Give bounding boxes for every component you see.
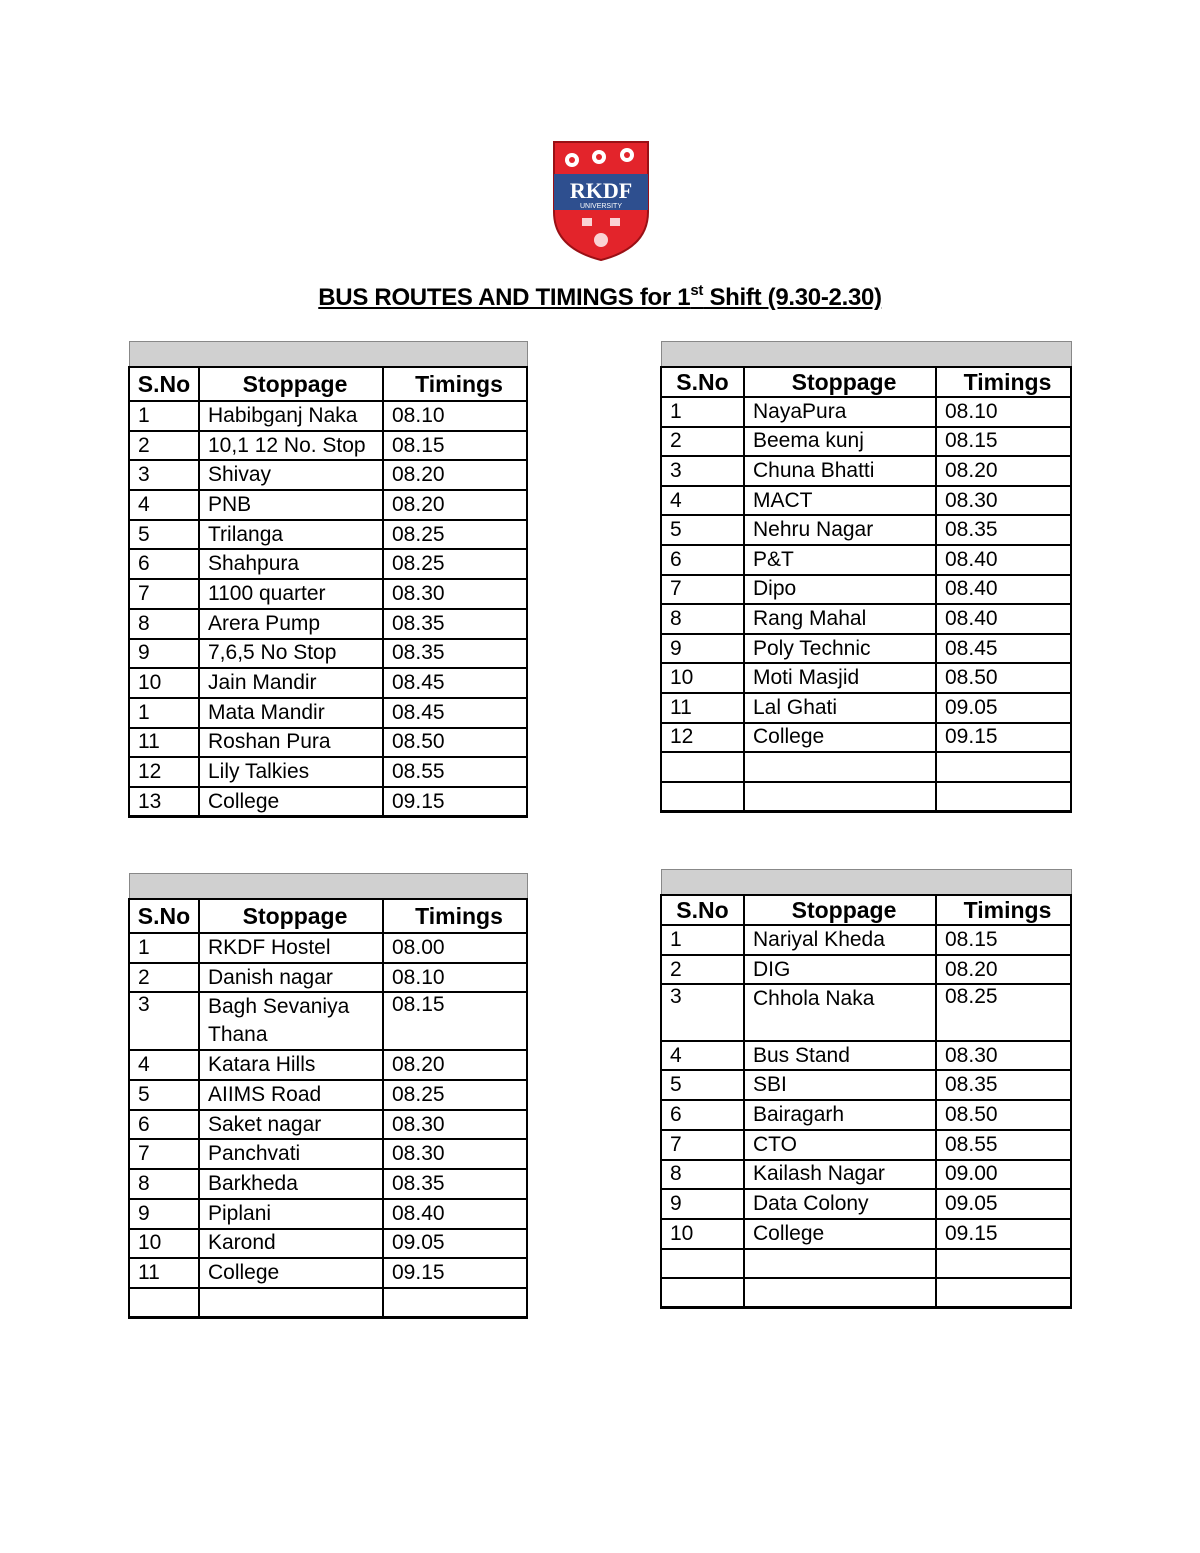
cell-sno: 8: [129, 609, 199, 639]
cell-sno: 2: [661, 427, 744, 457]
cell-timing: 08.20: [936, 456, 1071, 486]
cell-sno: 9: [129, 639, 199, 669]
cell-stoppage: Mata Mandir: [199, 698, 383, 728]
cell-sno: 10: [661, 1219, 744, 1249]
table-row: [129, 1169, 527, 1199]
svg-text:RKDF: RKDF: [569, 178, 633, 203]
cell-timing: 08.40: [383, 1199, 527, 1229]
cell-stoppage: Bagh Sevaniya Thana: [199, 992, 383, 1050]
cell-timing: 09.05: [936, 693, 1071, 723]
cell-stoppage: Poly Technic: [744, 634, 936, 664]
table-row: [661, 515, 1071, 545]
cell-timing: 08.15: [383, 431, 527, 461]
cell-stoppage: College: [199, 1258, 383, 1288]
cell-sno: 9: [129, 1199, 199, 1229]
cell-sno: 6: [129, 1110, 199, 1140]
table-row: [129, 1139, 527, 1169]
cell-sno: 3: [661, 456, 744, 486]
cell-sno: 1: [129, 401, 199, 431]
cell-stoppage: [744, 782, 936, 812]
cell-timing: 08.15: [936, 427, 1071, 457]
cell-sno: 1: [129, 933, 199, 963]
cell-sno: 6: [661, 1100, 744, 1130]
table-row: [661, 1249, 1071, 1279]
header-stoppage: Stoppage: [744, 367, 936, 397]
table-row: [661, 1160, 1071, 1190]
cell-sno: 4: [129, 490, 199, 520]
cell-timing: 08.15: [936, 925, 1071, 955]
header-sno: S.No: [129, 899, 199, 933]
cell-stoppage: 10,1 12 No. Stop: [199, 431, 383, 461]
header-sno: S.No: [661, 367, 744, 397]
cell-stoppage: Jain Mandir: [199, 668, 383, 698]
cell-stoppage: Lily Talkies: [199, 757, 383, 787]
cell-timing: 08.30: [936, 1041, 1071, 1071]
cell-timing: 08.40: [936, 604, 1071, 634]
rkdf-university-logo: [552, 140, 650, 262]
table-row: [129, 639, 527, 669]
cell-timing: 08.40: [936, 575, 1071, 605]
table-row: [129, 431, 527, 461]
table-row: [661, 693, 1071, 723]
cell-sno: 3: [129, 460, 199, 490]
table-row: [129, 963, 527, 993]
table-row: [661, 1130, 1071, 1160]
cell-timing: 08.10: [383, 401, 527, 431]
cell-sno: 2: [129, 963, 199, 993]
header-timings: Timings: [383, 367, 527, 401]
cell-stoppage: Saket nagar: [199, 1110, 383, 1140]
cell-sno: 2: [661, 955, 744, 985]
cell-timing: [936, 752, 1071, 782]
cell-stoppage: [744, 752, 936, 782]
page-title: BUS ROUTES AND TIMINGS for 1st Shift (9.30-2.30): [318, 282, 882, 311]
header-timings: Timings: [936, 367, 1071, 397]
cell-sno: [129, 1288, 199, 1318]
cell-stoppage: College: [744, 723, 936, 753]
table-row: [661, 397, 1071, 427]
cell-timing: 08.40: [936, 545, 1071, 575]
table-row: [661, 1100, 1071, 1130]
cell-stoppage: MACT: [744, 486, 936, 516]
cell-timing: [936, 782, 1071, 812]
cell-timing: 08.30: [383, 579, 527, 609]
cell-sno: 6: [661, 545, 744, 575]
table-row: [661, 456, 1071, 486]
cell-sno: 1: [661, 397, 744, 427]
table-row: [129, 609, 527, 639]
route-table-4: [660, 869, 1072, 1309]
cell-sno: 11: [129, 1258, 199, 1288]
cell-stoppage: 7,6,5 No Stop: [199, 639, 383, 669]
cell-timing: 08.10: [383, 963, 527, 993]
table-row: [129, 757, 527, 787]
cell-sno: 5: [661, 515, 744, 545]
table-row: [129, 549, 527, 579]
cell-sno: [661, 1249, 744, 1279]
table-row: [661, 1189, 1071, 1219]
table-row: [129, 668, 527, 698]
header-timings: Timings: [383, 899, 527, 933]
cell-stoppage: Trilanga: [199, 520, 383, 550]
cell-stoppage: College: [199, 787, 383, 817]
cell-stoppage: Rang Mahal: [744, 604, 936, 634]
cell-timing: 08.50: [936, 663, 1071, 693]
cell-stoppage: Chhola Naka: [744, 984, 936, 1040]
cell-stoppage: Karond: [199, 1229, 383, 1259]
cell-timing: 08.25: [936, 984, 1071, 1040]
cell-timing: 08.25: [383, 520, 527, 550]
cell-sno: 12: [661, 723, 744, 753]
header-timings: Timings: [936, 895, 1071, 925]
cell-sno: 10: [661, 663, 744, 693]
cell-sno: [661, 782, 744, 812]
cell-sno: 2: [129, 431, 199, 461]
cell-timing: 08.25: [383, 1080, 527, 1110]
cell-sno: 4: [129, 1050, 199, 1080]
table-row: [129, 1229, 527, 1259]
cell-stoppage: Piplani: [199, 1199, 383, 1229]
cell-stoppage: PNB: [199, 490, 383, 520]
cell-stoppage: Chuna Bhatti: [744, 456, 936, 486]
cell-stoppage: [744, 1249, 936, 1279]
table-row: [129, 728, 527, 758]
table-row: [129, 1110, 527, 1140]
cell-stoppage: Nehru Nagar: [744, 515, 936, 545]
cell-stoppage: Arera Pump: [199, 609, 383, 639]
cell-sno: [661, 1278, 744, 1308]
cell-sno: 9: [661, 1189, 744, 1219]
table-row: [129, 1258, 527, 1288]
table-row: [129, 579, 527, 609]
cell-timing: 08.30: [383, 1110, 527, 1140]
cell-stoppage: [744, 1278, 936, 1308]
cell-sno: 5: [129, 1080, 199, 1110]
table-row: [129, 992, 527, 1050]
table-row: [129, 460, 527, 490]
cell-sno: 7: [661, 575, 744, 605]
cell-stoppage: Beema kunj: [744, 427, 936, 457]
table-row: [129, 1050, 527, 1080]
cell-timing: 08.45: [936, 634, 1071, 664]
route-table-1: [128, 341, 528, 818]
table-row: [129, 787, 527, 817]
cell-timing: 08.50: [936, 1100, 1071, 1130]
cell-sno: 5: [661, 1070, 744, 1100]
cell-sno: 3: [661, 984, 744, 1040]
cell-stoppage: Shivay: [199, 460, 383, 490]
cell-timing: 09.05: [383, 1229, 527, 1259]
cell-timing: 08.20: [936, 955, 1071, 985]
table-row: [661, 545, 1071, 575]
cell-stoppage: SBI: [744, 1070, 936, 1100]
table-row: [661, 752, 1071, 782]
cell-timing: 09.00: [936, 1160, 1071, 1190]
cell-stoppage: Panchvati: [199, 1139, 383, 1169]
cell-timing: [383, 1288, 527, 1318]
table-row: [129, 1199, 527, 1229]
cell-timing: 08.25: [383, 549, 527, 579]
cell-timing: 08.20: [383, 1050, 527, 1080]
table-row: [661, 575, 1071, 605]
cell-stoppage: AIIMS Road: [199, 1080, 383, 1110]
header-sno: S.No: [661, 895, 744, 925]
svg-text:UNIVERSITY: UNIVERSITY: [579, 203, 623, 210]
cell-stoppage: Kailash Nagar: [744, 1160, 936, 1190]
table-row: [661, 634, 1071, 664]
table-row: [661, 486, 1071, 516]
cell-timing: 08.10: [936, 397, 1071, 427]
table-row: [129, 698, 527, 728]
cell-stoppage: Katara Hills: [199, 1050, 383, 1080]
cell-timing: 08.35: [936, 515, 1071, 545]
table-row: [661, 1219, 1071, 1249]
table-row: [129, 520, 527, 550]
cell-timing: 08.35: [936, 1070, 1071, 1100]
header-stoppage: Stoppage: [199, 367, 383, 401]
table-row: [661, 955, 1071, 985]
table-row: [129, 933, 527, 963]
cell-stoppage: Barkheda: [199, 1169, 383, 1199]
cell-sno: [661, 752, 744, 782]
cell-timing: [936, 1278, 1071, 1308]
table-row: [129, 1288, 527, 1318]
cell-sno: 8: [661, 1160, 744, 1190]
header-stoppage: Stoppage: [199, 899, 383, 933]
cell-stoppage: P&T: [744, 545, 936, 575]
cell-sno: 12: [129, 757, 199, 787]
cell-sno: 7: [129, 1139, 199, 1169]
cell-sno: 4: [661, 1041, 744, 1071]
table-row: [129, 490, 527, 520]
cell-sno: 11: [129, 728, 199, 758]
cell-stoppage: Nariyal Kheda: [744, 925, 936, 955]
cell-timing: 08.30: [936, 486, 1071, 516]
cell-timing: 08.35: [383, 1169, 527, 1199]
cell-sno: 13: [129, 787, 199, 817]
cell-stoppage: Lal Ghati: [744, 693, 936, 723]
cell-stoppage: Dipo: [744, 575, 936, 605]
cell-sno: 3: [129, 992, 199, 1050]
cell-timing: 08.15: [383, 992, 527, 1050]
cell-timing: 08.20: [383, 490, 527, 520]
cell-stoppage: Bus Stand: [744, 1041, 936, 1071]
cell-timing: 08.45: [383, 668, 527, 698]
cell-stoppage: Data Colony: [744, 1189, 936, 1219]
cell-stoppage: Roshan Pura: [199, 728, 383, 758]
table-row: [661, 782, 1071, 812]
cell-sno: 10: [129, 668, 199, 698]
cell-stoppage: Habibganj Naka: [199, 401, 383, 431]
table-row: [129, 401, 527, 431]
cell-sno: 8: [661, 604, 744, 634]
cell-sno: 6: [129, 549, 199, 579]
cell-timing: 08.55: [936, 1130, 1071, 1160]
table-row: [661, 604, 1071, 634]
cell-stoppage: Moti Masjid: [744, 663, 936, 693]
cell-sno: 10: [129, 1229, 199, 1259]
cell-sno: 7: [661, 1130, 744, 1160]
cell-sno: 5: [129, 520, 199, 550]
cell-timing: 09.15: [383, 1258, 527, 1288]
cell-sno: 1: [129, 698, 199, 728]
cell-timing: 08.55: [383, 757, 527, 787]
cell-sno: 11: [661, 693, 744, 723]
cell-timing: 09.15: [936, 1219, 1071, 1249]
cell-sno: 8: [129, 1169, 199, 1199]
cell-timing: 08.00: [383, 933, 527, 963]
cell-sno: 1: [661, 925, 744, 955]
cell-stoppage: 1100 quarter: [199, 579, 383, 609]
table-row: [661, 1278, 1071, 1308]
cell-timing: 09.15: [936, 723, 1071, 753]
cell-stoppage: RKDF Hostel: [199, 933, 383, 963]
table-row: [661, 427, 1071, 457]
cell-sno: 9: [661, 634, 744, 664]
cell-timing: 08.35: [383, 639, 527, 669]
table-row: [661, 1070, 1071, 1100]
cell-stoppage: [199, 1288, 383, 1318]
table-row: [661, 663, 1071, 693]
cell-stoppage: College: [744, 1219, 936, 1249]
cell-stoppage: DIG: [744, 955, 936, 985]
cell-sno: 7: [129, 579, 199, 609]
table-row: [661, 925, 1071, 955]
cell-timing: 08.20: [383, 460, 527, 490]
cell-timing: 08.35: [383, 609, 527, 639]
table-row: [661, 984, 1071, 1040]
route-table-3: [128, 873, 528, 1319]
table-row: [661, 1041, 1071, 1071]
cell-stoppage: Bairagarh: [744, 1100, 936, 1130]
cell-timing: 09.05: [936, 1189, 1071, 1219]
table-row: [661, 723, 1071, 753]
cell-timing: 08.30: [383, 1139, 527, 1169]
cell-timing: [936, 1249, 1071, 1279]
cell-timing: 09.15: [383, 787, 527, 817]
cell-timing: 08.45: [383, 698, 527, 728]
cell-stoppage: Shahpura: [199, 549, 383, 579]
cell-stoppage: NayaPura: [744, 397, 936, 427]
table-row: [129, 1080, 527, 1110]
route-table-2: [660, 341, 1072, 813]
cell-stoppage: Danish nagar: [199, 963, 383, 993]
cell-timing: 08.50: [383, 728, 527, 758]
cell-sno: 4: [661, 486, 744, 516]
header-stoppage: Stoppage: [744, 895, 936, 925]
cell-stoppage: CTO: [744, 1130, 936, 1160]
header-sno: S.No: [129, 367, 199, 401]
